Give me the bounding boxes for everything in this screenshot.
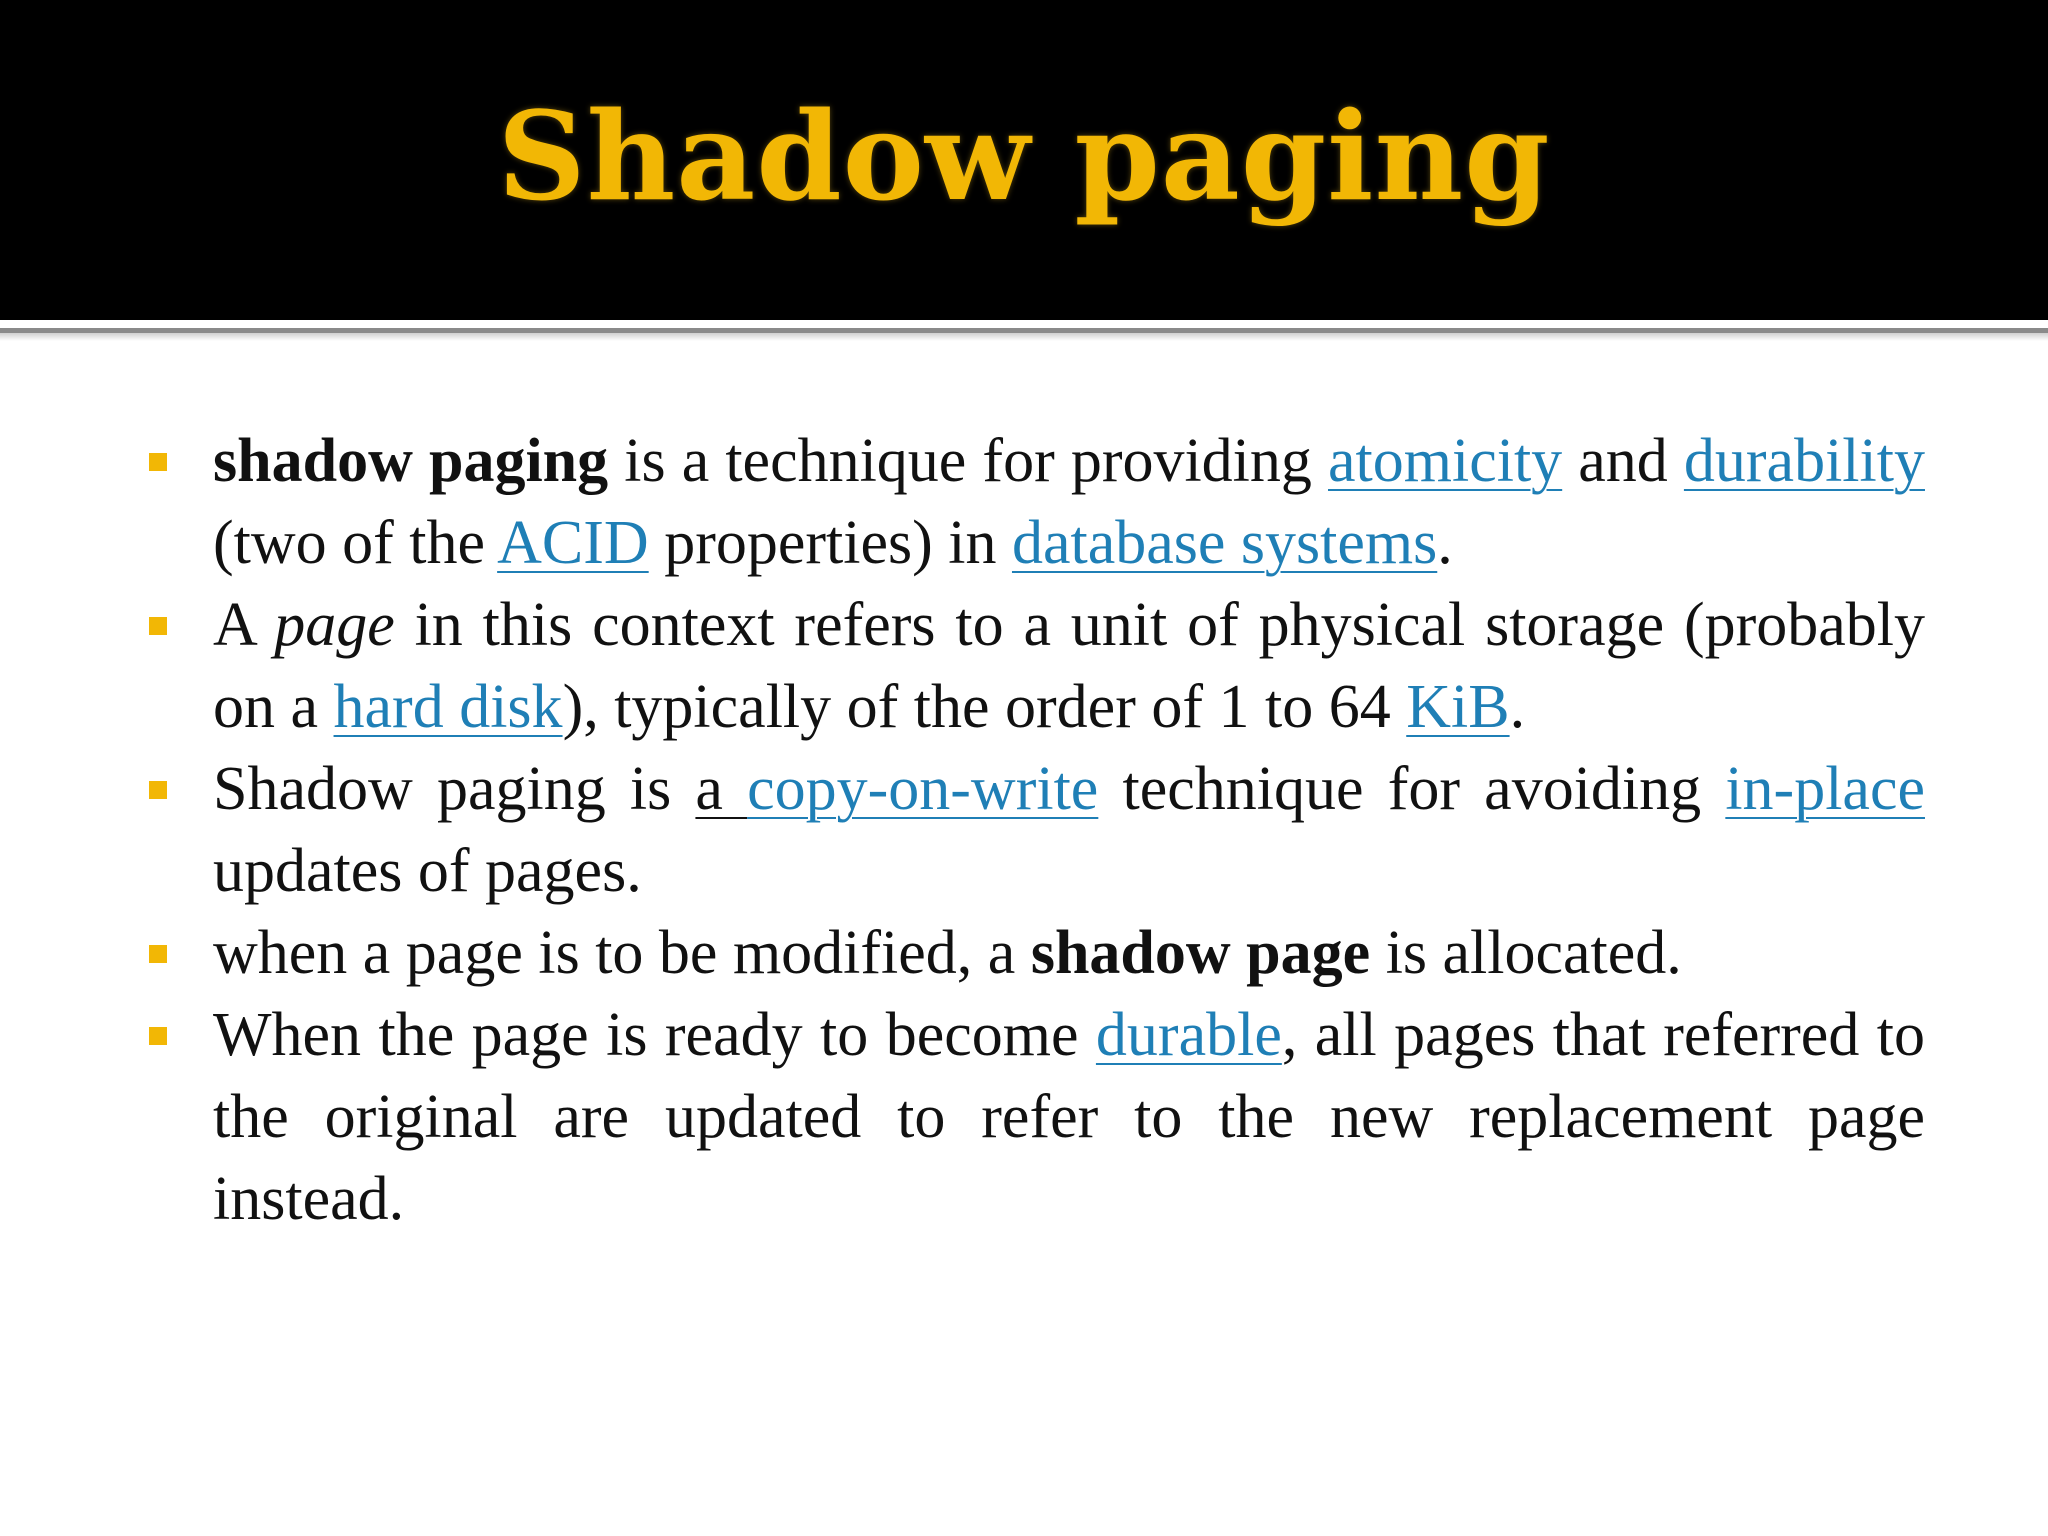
- link-durable[interactable]: durable: [1095, 1001, 1282, 1069]
- bullet-item-shadow-paging-definition: [140, 420, 1925, 584]
- link-acid[interactable]: ACID: [497, 509, 649, 577]
- bullet-text: [213, 994, 1925, 1240]
- bullet-text: [213, 584, 1925, 748]
- text-segment: technique for avoiding: [1098, 755, 1726, 823]
- bullet-item-durable-update: [140, 994, 1925, 1240]
- text-segment: properties) in: [648, 509, 1012, 577]
- link-kib[interactable]: KiB: [1406, 673, 1510, 741]
- text-segment: is a technique for providing: [608, 427, 1329, 495]
- bullet-list: [140, 420, 1925, 1240]
- text-segment: ), typically of the order of 1 to 64: [562, 673, 1407, 741]
- slide-title: Shadow paging: [497, 84, 1551, 228]
- square-bullet-icon: [149, 453, 167, 471]
- text-segment: When the page is ready to become: [213, 1001, 1096, 1069]
- square-bullet-icon: [149, 617, 167, 635]
- bullet-item-copy-on-write: [140, 748, 1925, 912]
- link-database-systems[interactable]: database systems: [1011, 509, 1438, 577]
- bullet-text: [213, 420, 1925, 584]
- text-segment: .: [1509, 673, 1526, 741]
- square-bullet-icon: [149, 781, 167, 799]
- bullet-text: [213, 912, 1925, 994]
- text-segment: , all pages that referred to the original are updated to refer to the new replacement page instead.: [213, 1001, 1925, 1233]
- square-bullet-icon: [149, 945, 167, 963]
- link-atomicity[interactable]: atomicity: [1328, 427, 1563, 495]
- term-shadow-page: shadow page: [1030, 919, 1371, 987]
- square-bullet-icon: [149, 1027, 167, 1045]
- text-segment: Shadow paging is: [213, 755, 696, 823]
- underlined-article: a: [695, 755, 748, 823]
- text-segment: in this context refers to a unit of physical storage (probably on a: [213, 591, 1925, 741]
- text-segment: and: [1562, 427, 1684, 495]
- text-segment: updates of pages.: [213, 837, 642, 905]
- link-hard-disk[interactable]: hard disk: [333, 673, 563, 741]
- title-divider-light: [0, 320, 2048, 326]
- bullet-text: [213, 748, 1925, 912]
- text-segment: A: [213, 591, 275, 659]
- term-shadow-paging: shadow paging: [213, 427, 609, 495]
- text-segment: is allocated.: [1370, 919, 1682, 987]
- term-page: page: [274, 591, 395, 659]
- link-in-place[interactable]: in-place: [1725, 755, 1925, 823]
- bullet-item-page-definition: [140, 584, 1925, 748]
- title-divider-shadow: [0, 333, 2048, 341]
- bullet-item-shadow-page-allocation: [140, 912, 1925, 994]
- text-segment: .: [1437, 509, 1453, 577]
- text-segment: when a page is to be modified, a: [213, 919, 1031, 987]
- link-copy-on-write[interactable]: copy-on-write: [747, 755, 1099, 823]
- link-durability[interactable]: durability: [1683, 427, 1925, 495]
- text-segment: (two of the: [213, 509, 498, 577]
